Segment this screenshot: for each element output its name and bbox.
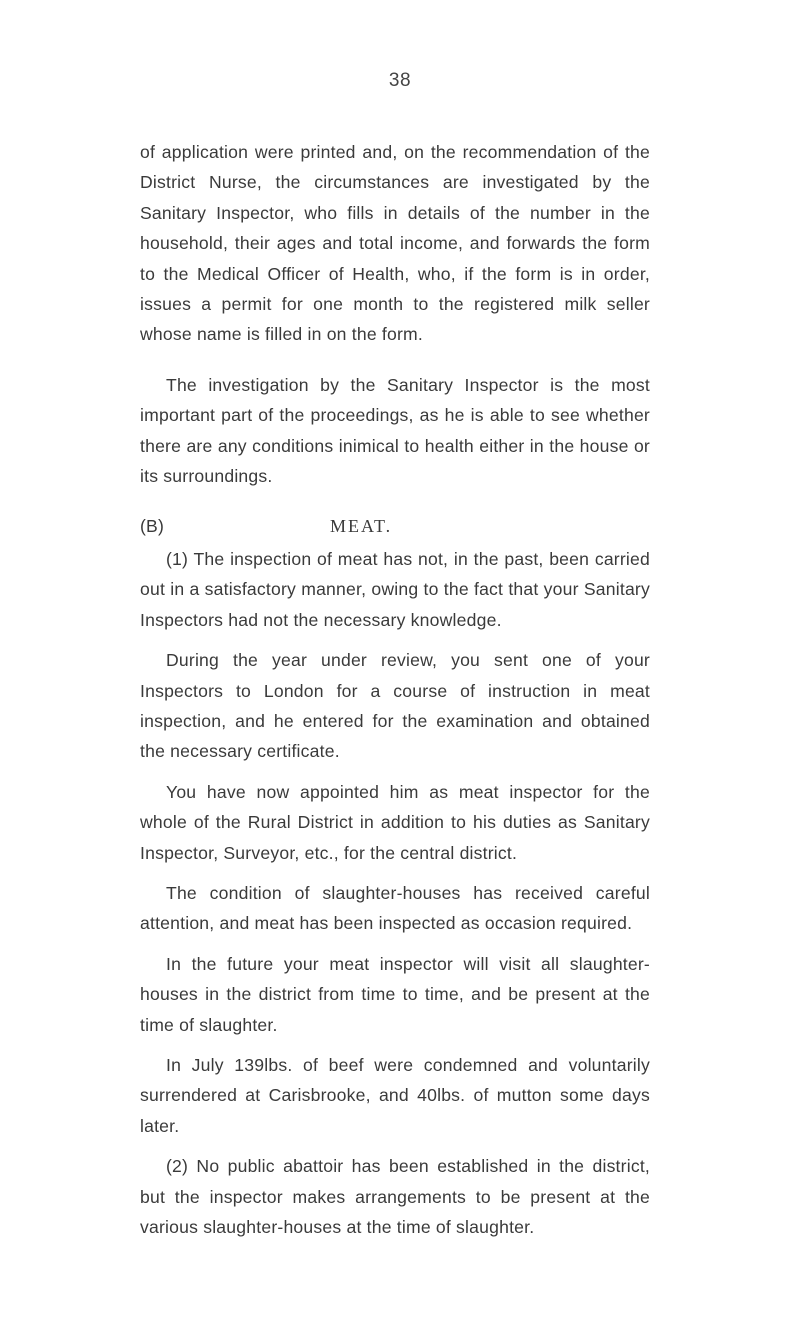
paragraph-inspector-training: During the year under review, you sent one of your Inspectors to London for a course of instruction in meat inspection, and he entered for the examination and obtained the necessary certificate. — [140, 650, 650, 762]
section-letter: (B) — [140, 516, 165, 537]
paragraph-milk-permit: of application were printed and, on the recommendation of the District Nurse, the circumstances are investigated by the Sanitary Inspector, who fills in details of the number in the household, their ages and total income, and forwards the form to the Medical Officer of Health, who, if the form is in order, issues a permit for one month to the registered milk seller whose name is filled in on the form. — [140, 142, 650, 345]
page-number: 38 — [388, 70, 412, 91]
paragraph-abattoir: (2) No public abattoir has been established in the district, but the inspector makes arrangements to be present at the various slaughter-houses at the time of slaughter. — [140, 1156, 650, 1237]
section-heading-meat — [140, 511, 650, 541]
paragraph-condemned-meat: In July 139lbs. of beef were condemned and voluntarily surrendered at Carisbrooke, and 40lbs. of mutton some days later. — [140, 1054, 650, 1136]
paragraph-meat-inspection: (1) The inspection of meat has not, in the past, been carried out in a satisfactory manner, owing to the fact that your Sanitary Inspectors had not the necessary knowledge. — [140, 548, 650, 630]
paragraph-slaughter-houses: The condition of slaughter-houses has received careful attention, and meat has been inspected as occasion required. — [140, 882, 650, 934]
paragraph-future-visits: In the future your meat inspector will visit all slaughter-houses in the district from time to time, and be present at the time of slaughter. — [140, 953, 650, 1035]
paragraph-investigation: The investigation by the Sanitary Inspector is the most important part of the proceedings, as he is able to see whether there are any conditions inimical to health either in the house or its surroundings. — [140, 374, 650, 487]
paragraph-appointment: You have now appointed him as meat inspector for the whole of the Rural District in addition to his duties as Sanitary Inspector, Surveyor, etc., for the central district. — [140, 781, 650, 863]
section-title: MEAT. — [330, 516, 393, 537]
body-text — [140, 137, 650, 1252]
